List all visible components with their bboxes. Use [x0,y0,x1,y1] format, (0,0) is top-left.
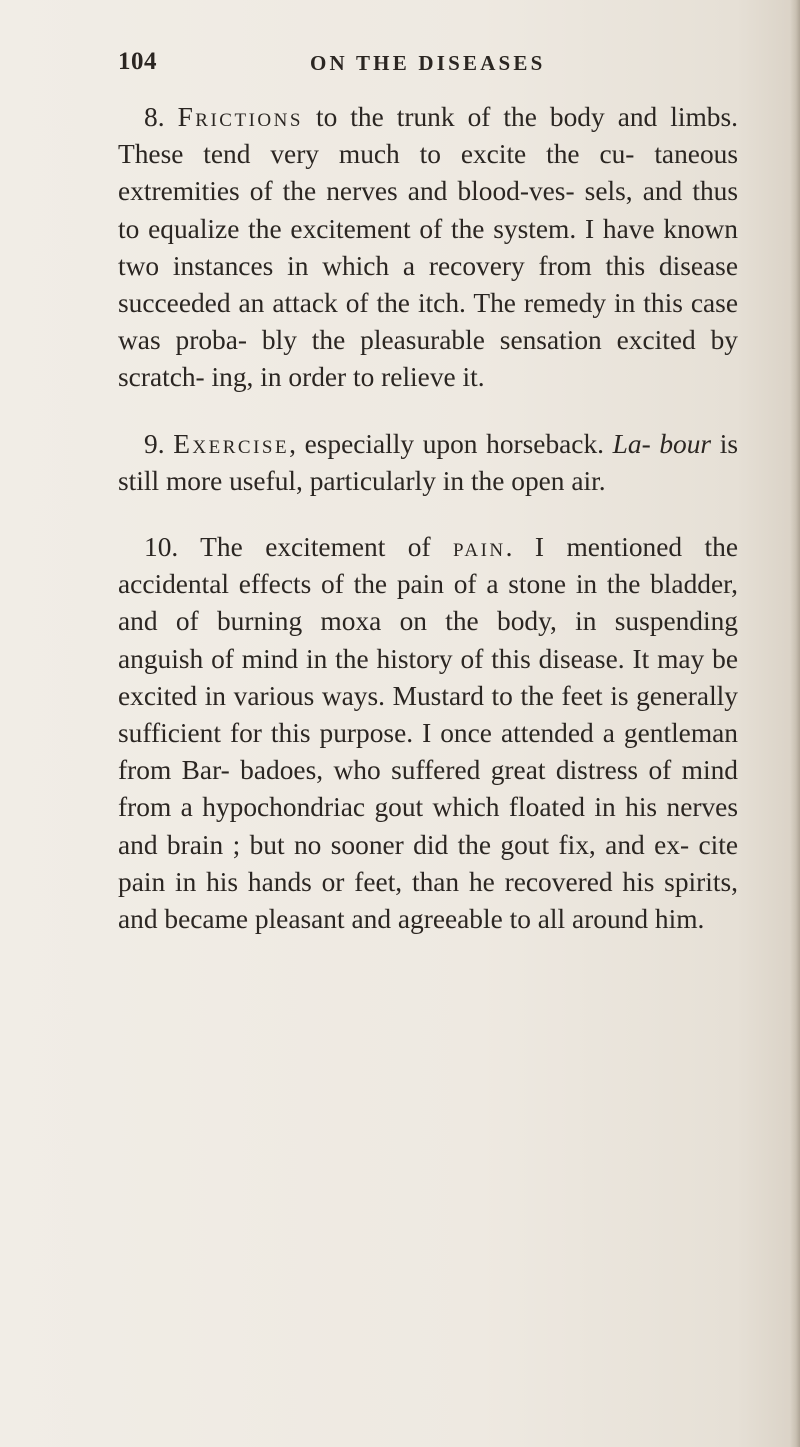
italic-word-labour: La- bour [612,428,712,459]
paragraph-number: 8. [144,102,165,132]
paragraph-text: , especially upon horseback. [289,428,613,459]
paragraph-frictions [118,99,738,397]
page-header [118,48,678,84]
paragraph-keyword: pain [453,532,506,563]
paragraph-keyword: Exercise [173,428,290,459]
paragraph-pain [118,529,738,938]
paragraph-number: 9. [144,428,165,459]
body-text [118,99,738,938]
paragraph-keyword: Frictions [177,102,303,132]
page-edge-shadow [790,0,800,1447]
paragraph-exercise [118,426,738,500]
paragraph-text: to the trunk of the body and limbs. These tend very much to excite the cu- taneous extremities of the nerves and blood-ves- sels, and thus to equalize the excitement of the system. I have known two instances in which a recovery from this disease succeeded an attack of the itch. The remedy in this case was proba- bly the pleasurable sensation excited by scratch- ing, in order to relieve it. [118,102,739,393]
paragraph-text: . I mentioned the accidental effects of the pain of a stone in the bladder, and of burning moxa on the body, in suspending anguish of mind in the history of this disease. It may be excited in various ways. Mustard to the feet is generally sufficient for this purpose. I once attended a gentleman from Bar- badoes, who suffered great distress of mind from a hypochondriac gout which floated in his nerves and brain ; but no sooner did the gout fix, and ex- cite pain in his hands or feet, than he recovered his spirits, and became pleasant and agreeable to all around him. [118,532,738,935]
paragraph-text: The excitement of [178,532,454,563]
page-number: 104 [118,48,157,75]
paragraph-number: 10. [144,532,179,563]
running-head: ON THE DISEASES [310,51,546,75]
paragraph-text: is still more useful, particularly in the open air. [118,428,738,496]
